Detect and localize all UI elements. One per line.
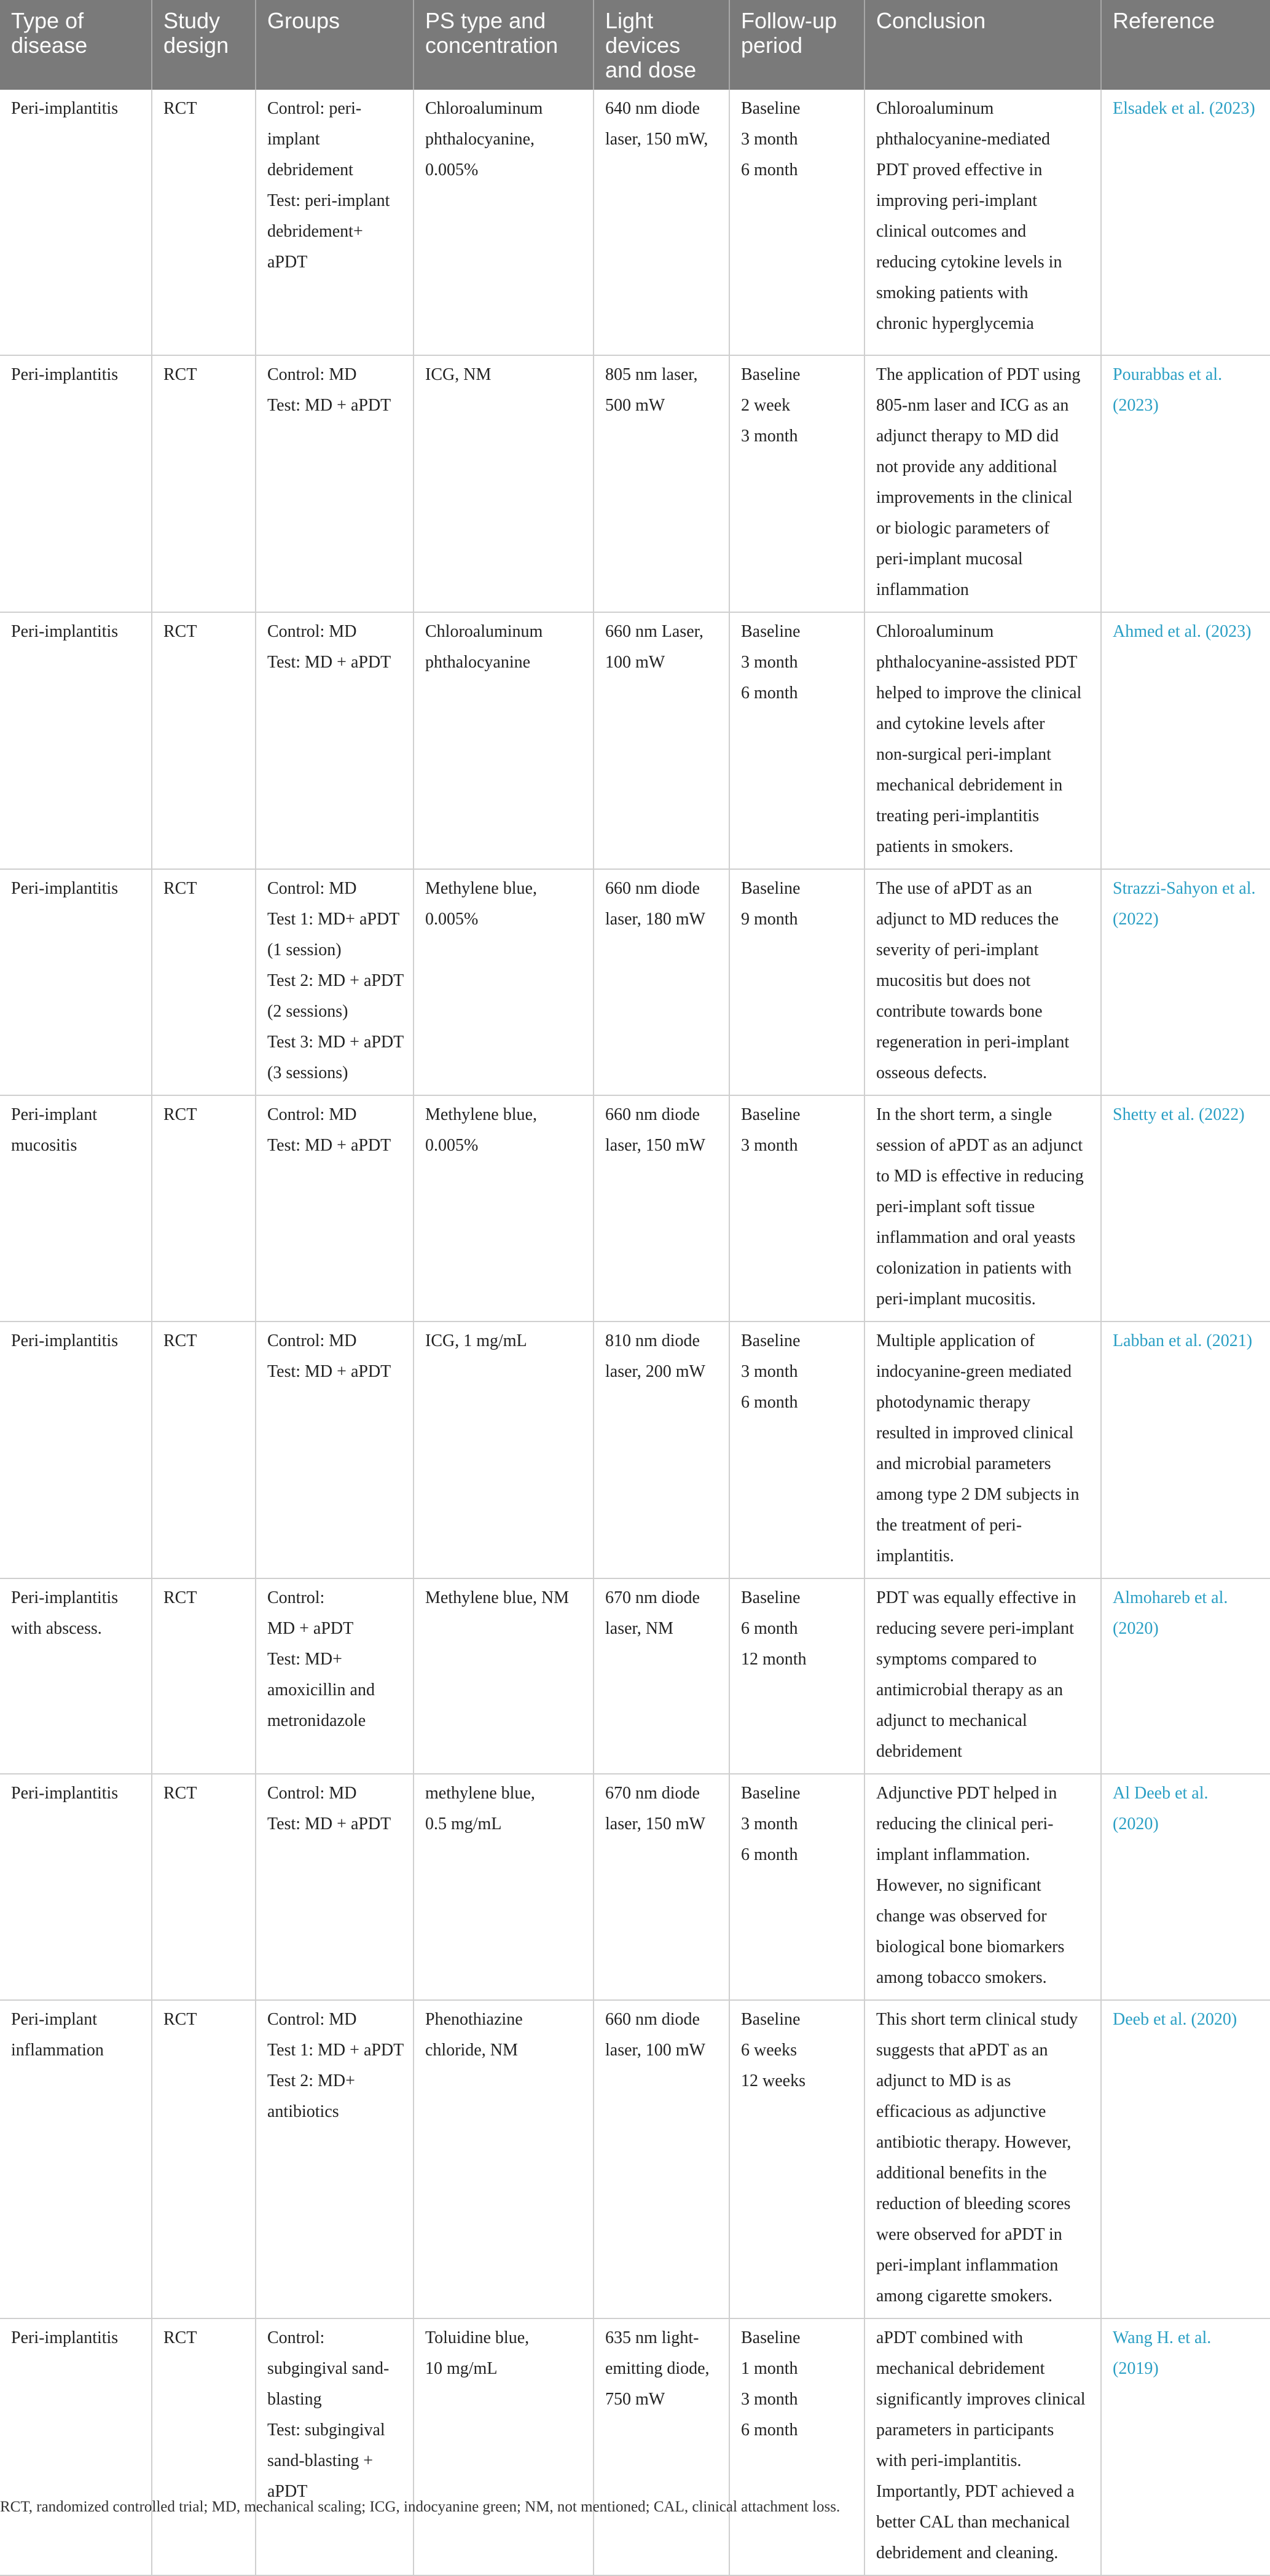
cell-followup: Baseline 3 month 6 month bbox=[729, 1774, 864, 2000]
cell-disease: Peri-implantitis with abscess. bbox=[0, 1578, 152, 1774]
cell-ps: Chloroaluminum phthalocyanine, 0.005% bbox=[414, 90, 594, 355]
cell-light: 635 nm light- emitting diode, 750 mW bbox=[594, 2318, 729, 2575]
cell-conclusion: Multiple application of indocyanine-green mediated photodynamic therapy resulted in improved clinical and microbial parameters among type 2 DM subjects in the treatment of peri- implantitis. bbox=[864, 1321, 1101, 1578]
cell-design: RCT bbox=[152, 355, 256, 612]
header-reference: Reference bbox=[1101, 0, 1270, 90]
cell-disease: Peri-implantitis bbox=[0, 869, 152, 1095]
cell-design: RCT bbox=[152, 1578, 256, 1774]
cell-followup: Baseline 3 month bbox=[729, 1095, 864, 1321]
header-study-design: Study design bbox=[152, 0, 256, 90]
cell-reference-link[interactable]: Strazzi-Sahyon et al. (2022) bbox=[1101, 869, 1270, 1095]
cell-reference-link[interactable]: Almohareb et al. (2020) bbox=[1101, 1578, 1270, 1774]
cell-light: 810 nm diode laser, 200 mW bbox=[594, 1321, 729, 1578]
cell-light: 660 nm Laser, 100 mW bbox=[594, 612, 729, 869]
cell-reference-link[interactable]: Pourabbas et al. (2023) bbox=[1101, 355, 1270, 612]
cell-conclusion: The application of PDT using 805-nm laser and ICG as an adjunct therapy to MD did not provide any additional improvements in the clinical or biologic parameters of peri-implant mucosal inflammation bbox=[864, 355, 1101, 612]
table-row bbox=[0, 1095, 1270, 1321]
cell-followup: Baseline 2 week 3 month bbox=[729, 355, 864, 612]
cell-ps: ICG, 1 mg/mL bbox=[414, 1321, 594, 1578]
cell-ps: Toluidine blue, 10 mg/mL bbox=[414, 2318, 594, 2575]
cell-design: RCT bbox=[152, 612, 256, 869]
cell-ps: ICG, NM bbox=[414, 355, 594, 612]
cell-ps: Chloroaluminum phthalocyanine bbox=[414, 612, 594, 869]
cell-groups: Control: MD Test: MD + aPDT bbox=[256, 355, 414, 612]
cell-conclusion: Chloroaluminum phthalocyanine-assisted PDT helped to improve the clinical and cytokine levels after non-surgical peri-implant mechanical debridement in treating peri-implantitis patients in smokers. bbox=[864, 612, 1101, 869]
table-row bbox=[0, 355, 1270, 612]
cell-groups: Control: MD Test: MD + aPDT bbox=[256, 1095, 414, 1321]
table-row bbox=[0, 1578, 1270, 1774]
cell-light: 660 nm diode laser, 150 mW bbox=[594, 1095, 729, 1321]
table-row bbox=[0, 1774, 1270, 2000]
cell-design: RCT bbox=[152, 1321, 256, 1578]
header-conclusion: Conclusion bbox=[864, 0, 1101, 90]
cell-conclusion: Chloroaluminum phthalocyanine-mediated PDT proved effective in improving peri-implant clinical outcomes and reducing cytokine levels in smoking patients with chronic hyperglycemia bbox=[864, 90, 1101, 355]
cell-reference-link[interactable]: Deeb et al. (2020) bbox=[1101, 2000, 1270, 2318]
cell-groups: Control: MD Test: MD + aPDT bbox=[256, 1774, 414, 2000]
table-row bbox=[0, 90, 1270, 355]
cell-disease: Peri-implantitis bbox=[0, 355, 152, 612]
cell-design: RCT bbox=[152, 1095, 256, 1321]
cell-design: RCT bbox=[152, 869, 256, 1095]
cell-followup: Baseline 3 month 6 month bbox=[729, 90, 864, 355]
cell-design: RCT bbox=[152, 2318, 256, 2575]
cell-reference-link[interactable]: Shetty et al. (2022) bbox=[1101, 1095, 1270, 1321]
table-row bbox=[0, 869, 1270, 1095]
cell-disease: Peri-implant inflammation bbox=[0, 2000, 152, 2318]
cell-groups: Control: MD Test: MD + aPDT bbox=[256, 612, 414, 869]
cell-light: 660 nm diode laser, 180 mW bbox=[594, 869, 729, 1095]
cell-disease: Peri-implant mucositis bbox=[0, 1095, 152, 1321]
header-groups: Groups bbox=[256, 0, 414, 90]
cell-conclusion: PDT was equally effective in reducing severe peri-implant symptoms compared to antimicrobial therapy as an adjunct to mechanical debridement bbox=[864, 1578, 1101, 1774]
table-row bbox=[0, 2000, 1270, 2318]
cell-followup: Baseline 1 month 3 month 6 month bbox=[729, 2318, 864, 2575]
cell-groups: Control: MD Test 1: MD + aPDT Test 2: MD+ antibiotics bbox=[256, 2000, 414, 2318]
cell-ps: Methylene blue, 0.005% bbox=[414, 869, 594, 1095]
table-row bbox=[0, 1321, 1270, 1578]
cell-light: 805 nm laser, 500 mW bbox=[594, 355, 729, 612]
cell-ps: Methylene blue, 0.005% bbox=[414, 1095, 594, 1321]
cell-disease: Peri-implantitis bbox=[0, 612, 152, 869]
cell-ps: methylene blue, 0.5 mg/mL bbox=[414, 1774, 594, 2000]
cell-reference-link[interactable]: Wang H. et al. (2019) bbox=[1101, 2318, 1270, 2575]
table-row bbox=[0, 612, 1270, 869]
cell-followup: Baseline 6 weeks 12 weeks bbox=[729, 2000, 864, 2318]
cell-conclusion: aPDT combined with mechanical debridement significantly improves clinical parameters in participants with peri-implantitis. Importantly, PDT achieved a better CAL than mechanical debridement and cleaning. bbox=[864, 2318, 1101, 2575]
cell-ps: Methylene blue, NM bbox=[414, 1578, 594, 1774]
cell-followup: Baseline 9 month bbox=[729, 869, 864, 1095]
cell-reference-link[interactable]: Al Deeb et al. (2020) bbox=[1101, 1774, 1270, 2000]
cell-light: 670 nm diode laser, 150 mW bbox=[594, 1774, 729, 2000]
cell-light: 670 nm diode laser, NM bbox=[594, 1578, 729, 1774]
cell-light: 640 nm diode laser, 150 mW, bbox=[594, 90, 729, 355]
cell-groups: Control: subgingival sand- blasting Test: subgingival sand-blasting + aPDT bbox=[256, 2318, 414, 2575]
cell-disease: Peri-implantitis bbox=[0, 2318, 152, 2575]
header-light-devices: Light devices and dose bbox=[594, 0, 729, 90]
cell-groups: Control: MD + aPDT Test: MD+ amoxicillin and metronidazole bbox=[256, 1578, 414, 1774]
header-ps-type: PS type and concentration bbox=[414, 0, 594, 90]
header-follow-up: Follow-up period bbox=[729, 0, 864, 90]
cell-followup: Baseline 3 month 6 month bbox=[729, 1321, 864, 1578]
table-header-row bbox=[0, 0, 1270, 90]
cell-disease: Peri-implantitis bbox=[0, 1321, 152, 1578]
cell-conclusion: Adjunctive PDT helped in reducing the clinical peri- implant inflammation. However, no significant change was observed for biological bone biomarkers among tobacco smokers. bbox=[864, 1774, 1101, 2000]
cell-reference-link[interactable]: Labban et al. (2021) bbox=[1101, 1321, 1270, 1578]
cell-groups: Control: peri- implant debridement Test: peri-implant debridement+ aPDT bbox=[256, 90, 414, 355]
cell-followup: Baseline 3 month 6 month bbox=[729, 612, 864, 869]
cell-design: RCT bbox=[152, 90, 256, 355]
cell-light: 660 nm diode laser, 100 mW bbox=[594, 2000, 729, 2318]
cell-design: RCT bbox=[152, 1774, 256, 2000]
cell-conclusion: This short term clinical study suggests that aPDT as an adjunct to MD is as efficacious as adjunctive antibiotic therapy. However, additional benefits in the reduction of bleeding scores were observed for aPDT in peri-implant inflammation among cigarette smokers. bbox=[864, 2000, 1101, 2318]
cell-groups: Control: MD Test 1: MD+ aPDT (1 session) Test 2: MD + aPDT (2 sessions) Test 3: MD + aPDT (3 sessions) bbox=[256, 869, 414, 1095]
cell-design: RCT bbox=[152, 2000, 256, 2318]
cell-groups: Control: MD Test: MD + aPDT bbox=[256, 1321, 414, 1578]
cell-disease: Peri-implantitis bbox=[0, 1774, 152, 2000]
cell-conclusion: In the short term, a single session of aPDT as an adjunct to MD is effective in reducing peri-implant soft tissue inflammation and oral yeasts colonization in patients with peri-implant mucositis. bbox=[864, 1095, 1101, 1321]
cell-reference-link[interactable]: Ahmed et al. (2023) bbox=[1101, 612, 1270, 869]
cell-conclusion: The use of aPDT as an adjunct to MD reduces the severity of peri-implant mucositis but does not contribute towards bone regeneration in peri-implant osseous defects. bbox=[864, 869, 1101, 1095]
cell-disease: Peri-implantitis bbox=[0, 90, 152, 355]
cell-followup: Baseline 6 month 12 month bbox=[729, 1578, 864, 1774]
table-footnote: RCT, randomized controlled trial; MD, mechanical scaling; ICG, indocyanine green; NM, not mentioned; CAL, clinical attachment loss. bbox=[0, 2499, 841, 2515]
cell-ps: Phenothiazine chloride, NM bbox=[414, 2000, 594, 2318]
cell-reference-link[interactable]: Elsadek et al. (2023) bbox=[1101, 90, 1270, 355]
header-type-of-disease: Type of disease bbox=[0, 0, 152, 90]
table-row bbox=[0, 2318, 1270, 2575]
